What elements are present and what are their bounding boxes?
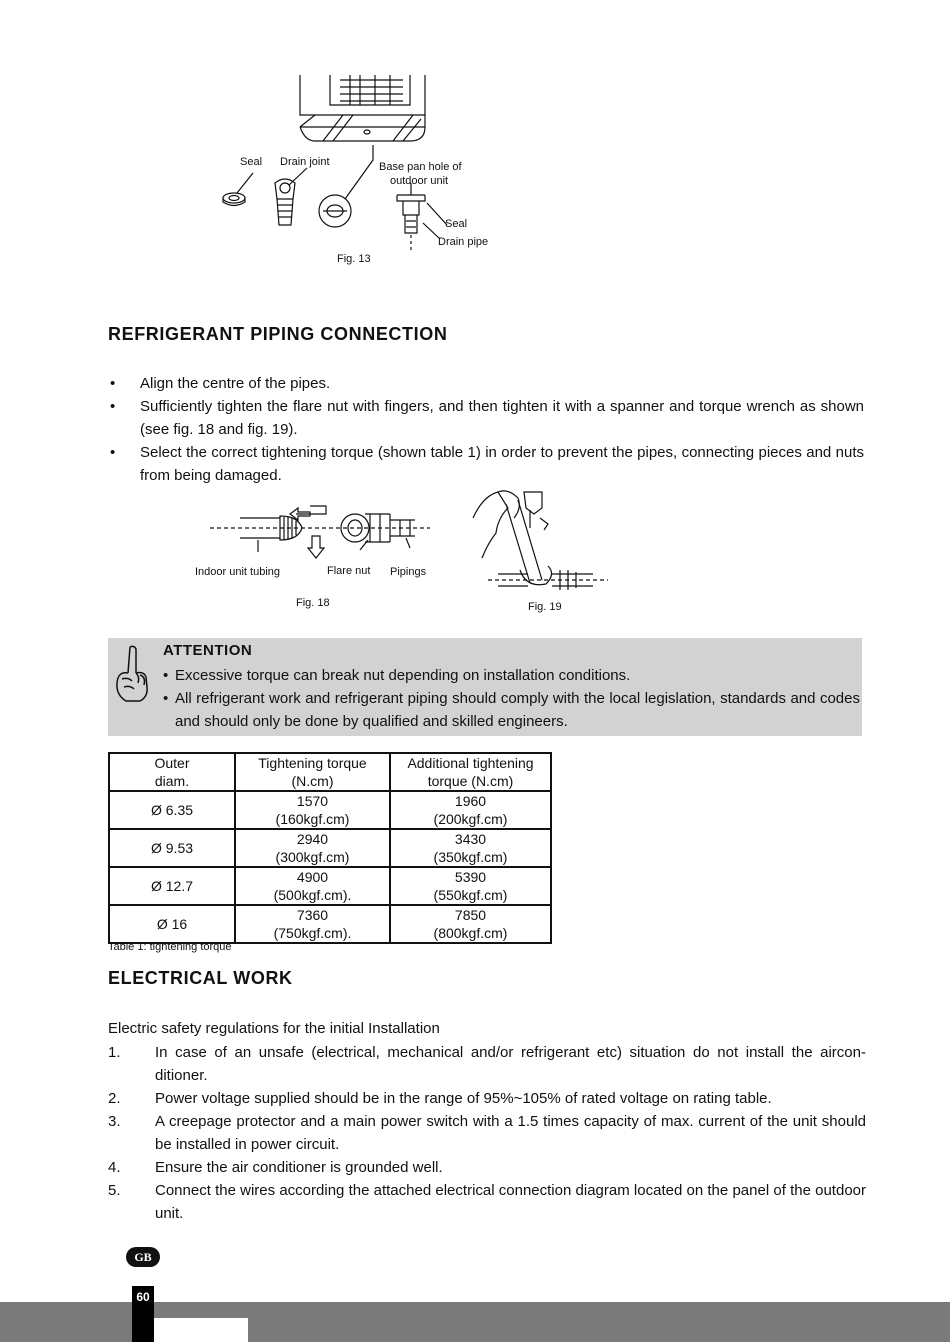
table-header-row	[109, 753, 551, 791]
table-cell: 7850 (800kgf.cm)	[390, 905, 551, 943]
list-item: 5. Connect the wires according the attached electrical connection diagram located on the panel of the outdoor unit.	[108, 1179, 866, 1225]
table-row	[109, 829, 551, 867]
fig13-label-base-pan-1: Base pan hole of	[379, 161, 462, 173]
language-badge: GB	[126, 1247, 160, 1267]
table-cell: Ø 9.53	[109, 829, 235, 867]
list-item: • Excessive torque can break nut depending on installation conditions.	[163, 664, 860, 687]
table-row	[109, 867, 551, 905]
table-header-cell: Outer diam.	[109, 753, 235, 791]
table-cell: 3430 (350kgf.cm)	[390, 829, 551, 867]
fig18-label-flare: Flare nut	[327, 565, 371, 577]
table-header-cell: Additional tightening torque (N.cm)	[390, 753, 551, 791]
fig19-drawing	[468, 488, 613, 598]
fig18-caption: Fig. 18	[296, 597, 330, 609]
attention-box	[108, 638, 862, 736]
fig13-label-drain-pipe: Drain pipe	[438, 236, 489, 248]
list-number: 1.	[108, 1044, 121, 1061]
table-cell: Ø 12.7	[109, 867, 235, 905]
table-cell: Ø 16	[109, 905, 235, 943]
list-item: • Align the centre of the pipes.	[108, 372, 864, 395]
table-cell: 1960 (200kgf.cm)	[390, 791, 551, 829]
list-item: 4. Ensure the air conditioner is grounded well.	[108, 1156, 866, 1179]
table-cell: 5390 (550kgf.cm)	[390, 867, 551, 905]
electrical-intro: Electric safety regulations for the initial Installation	[108, 1020, 440, 1037]
fig13-label-seal: Seal	[240, 156, 263, 168]
fig13-caption: Fig. 13	[337, 253, 371, 265]
fig18-label-indoor: Indoor unit tubing	[195, 566, 281, 578]
attention-list	[163, 664, 860, 733]
attention-title: ATTENTION	[163, 642, 253, 659]
list-item: 1. In case of an unsafe (electrical, mechanical and/or refrigerant etc) situation do not install the aircon-ditioner.	[108, 1041, 866, 1087]
table-cell: Ø 6.35	[109, 791, 235, 829]
tightening-torque-table	[108, 752, 552, 944]
table-cell: 1570 (160kgf.cm)	[235, 791, 390, 829]
list-number: 5.	[108, 1182, 121, 1199]
table-caption: Table 1: tightening torque	[108, 941, 232, 953]
list-item: 2. Power voltage supplied should be in the range of 95%~105% of rated voltage on rating table.	[108, 1087, 866, 1110]
fig19-caption: Fig. 19	[528, 601, 562, 613]
refrigerant-bullet-list	[108, 372, 864, 487]
list-number: 2.	[108, 1090, 121, 1107]
table-row	[109, 905, 551, 943]
section-title-electrical: ELECTRICAL WORK	[108, 968, 293, 988]
list-item: • Sufficiently tighten the flare nut with fingers, and then tighten it with a spanner and torque wrench as shown (see fig. 18 and fig. 19).	[108, 395, 864, 441]
list-item: 3. A creepage protector and a main power switch with a 1.5 times capacity of max. current of the unit should be installed in power circuit.	[108, 1110, 866, 1156]
table-header-cell: Tightening torque (N.cm)	[235, 753, 390, 791]
list-item: • All refrigerant work and refrigerant piping should comply with the local legislation, standards and codes and should only be done by qualified and skilled engineers.	[163, 687, 860, 733]
table-cell: 2940 (300kgf.cm)	[235, 829, 390, 867]
electrical-numbered-list	[108, 1041, 866, 1225]
list-number: 4.	[108, 1159, 121, 1176]
fig13-label-base-pan-2: outdoor unit	[390, 175, 449, 187]
page-number: 60	[132, 1286, 154, 1342]
fig13-label-seal-right: Seal	[445, 218, 468, 230]
list-number: 3.	[108, 1113, 121, 1130]
fig13-label-drain-joint: Drain joint	[280, 156, 330, 168]
pointing-hand-icon	[114, 643, 150, 705]
table-cell: 4900 (500kgf.cm).	[235, 867, 390, 905]
table-cell: 7360 (750kgf.cm).	[235, 905, 390, 943]
fig18-label-pipings: Pipings	[390, 566, 427, 578]
fig18-drawing	[210, 500, 440, 570]
section-title-refrigerant: REFRIGERANT PIPING CONNECTION	[108, 324, 448, 344]
list-item: • Select the correct tightening torque (shown table 1) in order to prevent the pipes, connecting pieces and nuts from being damaged.	[108, 441, 864, 487]
footer-tab	[154, 1318, 248, 1342]
table-row	[109, 791, 551, 829]
